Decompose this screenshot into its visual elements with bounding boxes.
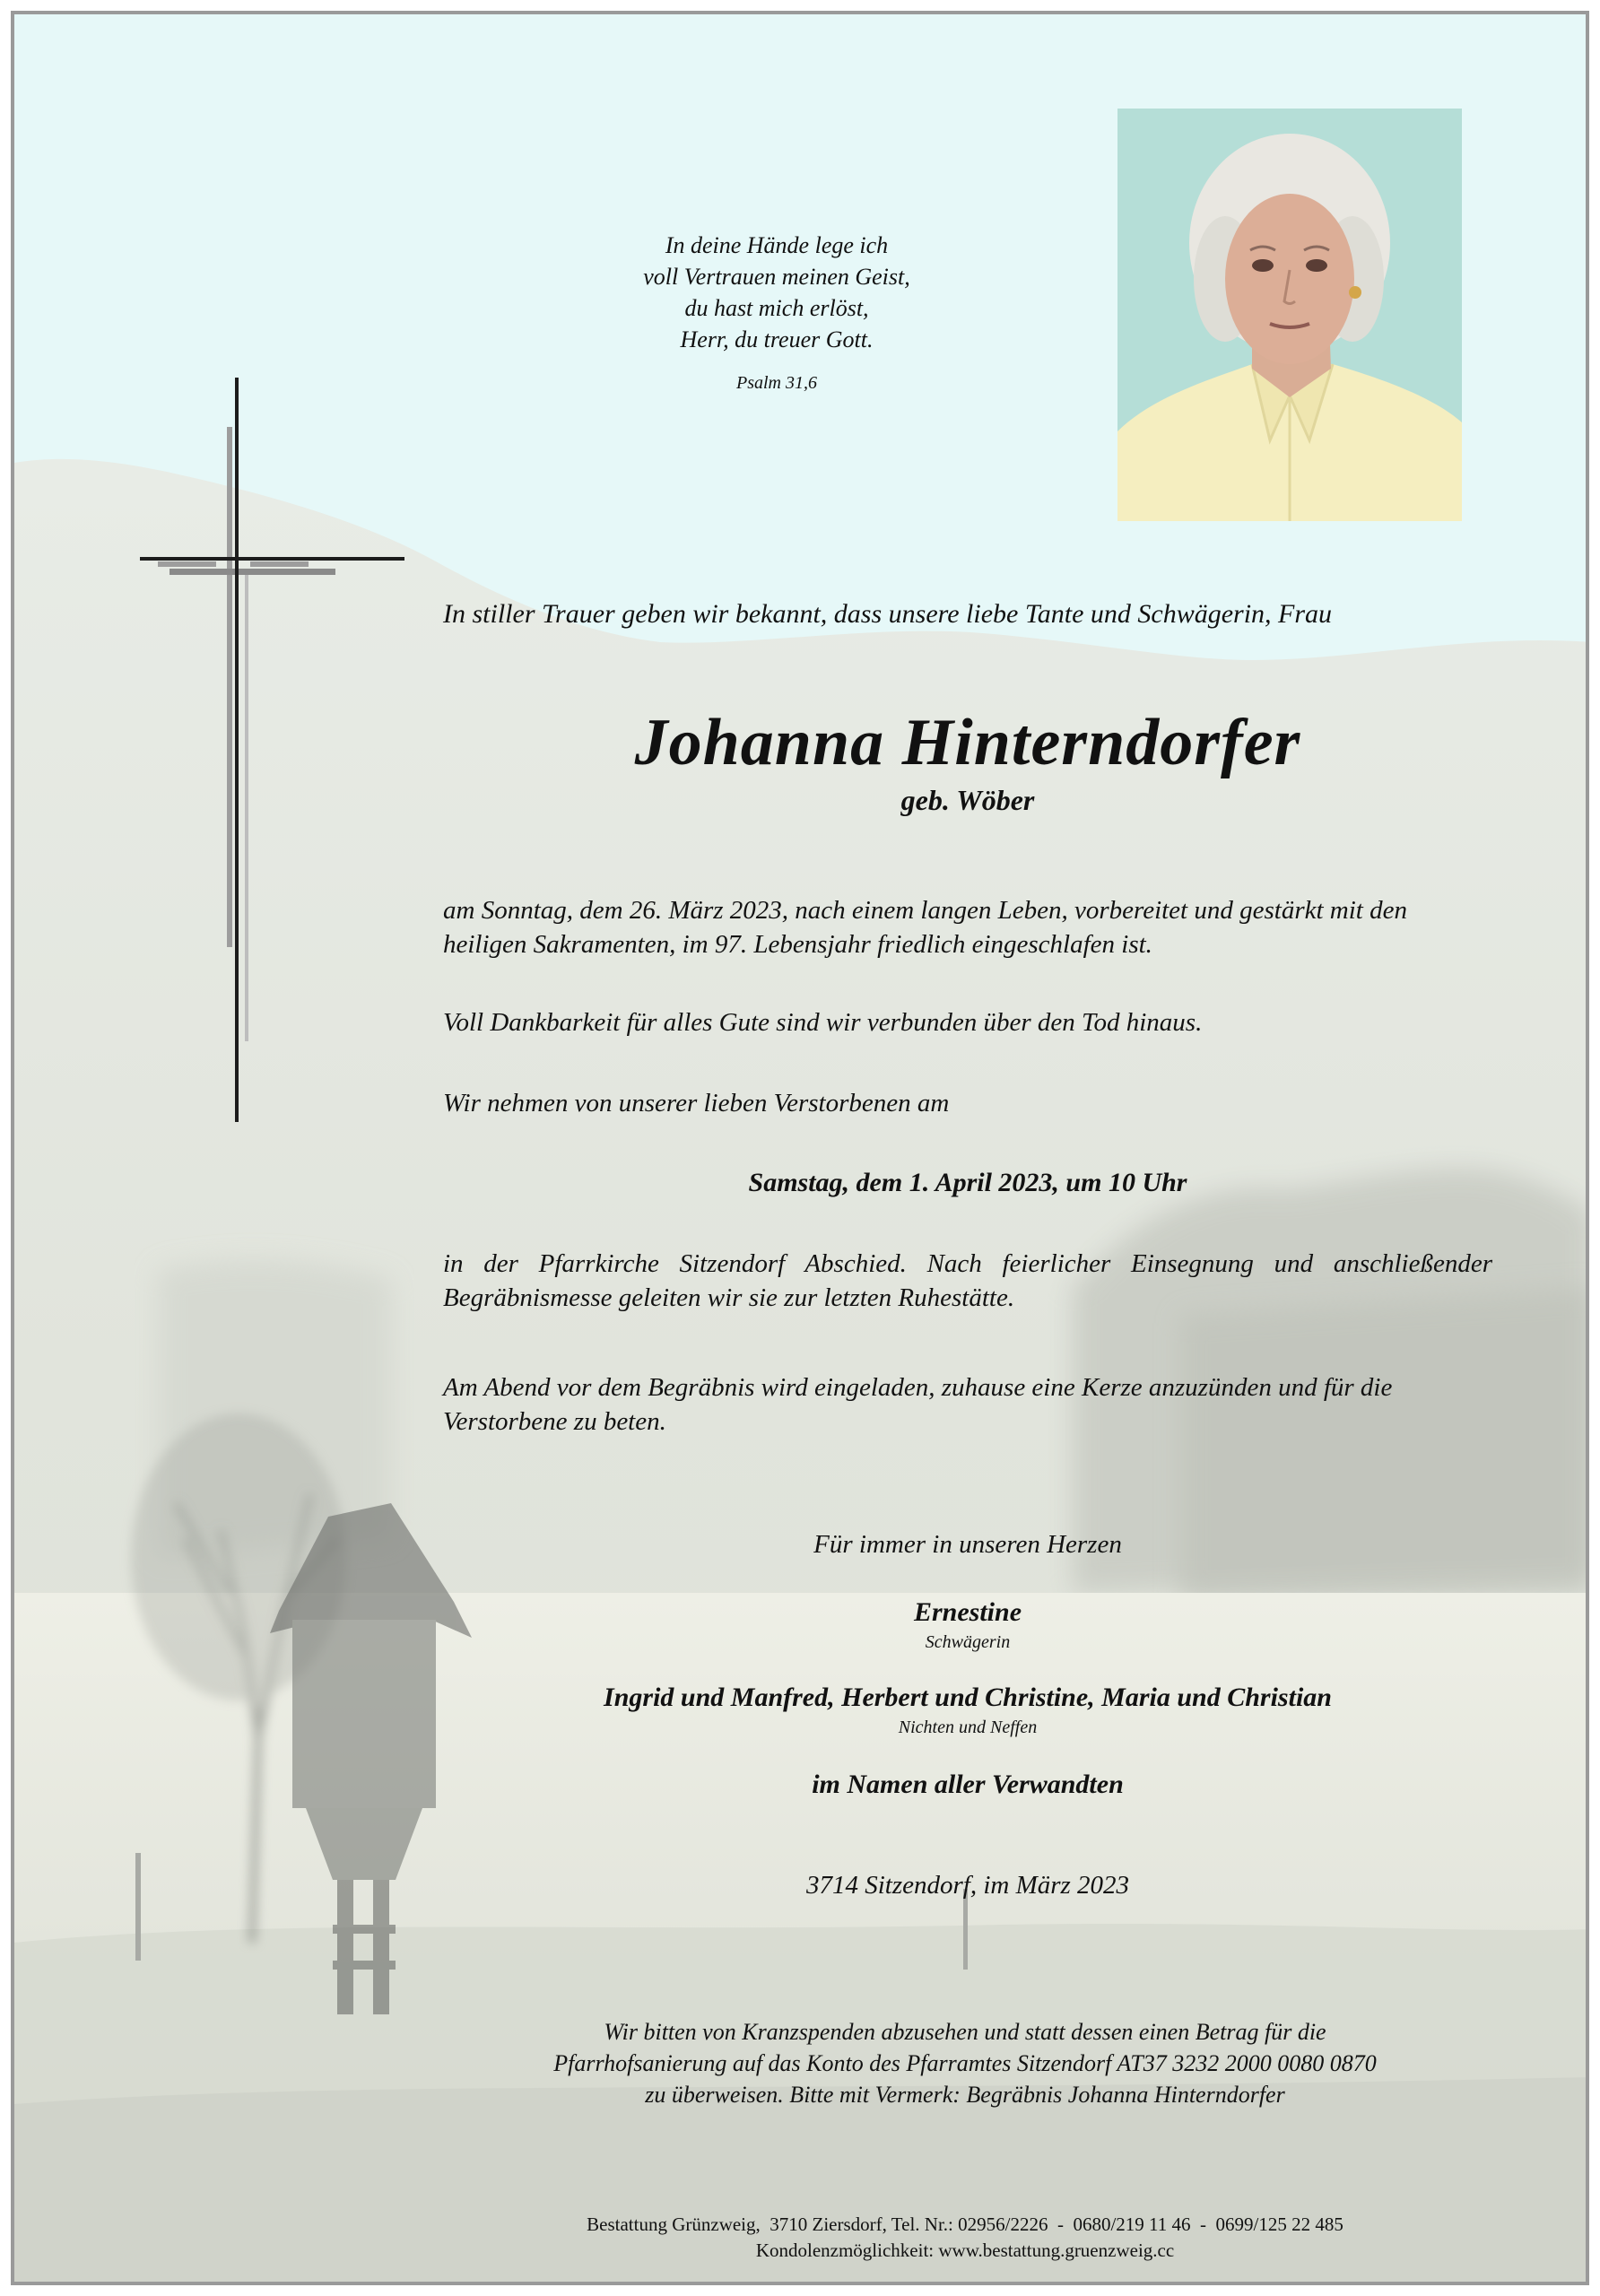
psalm-reference: Psalm 31,6 [736,373,817,393]
funeral-home-contact: Bestattung Grünzweig, 3710 Ziersdorf, Tel. Nr.: 02956/2226 - 0680/219 11 46 - 0699/125 22 485 [587,2213,1343,2235]
donation-line: zu überweisen. Bitte mit Vermerk: Begräbnis Johanna Hinterndorfer [645,2082,1285,2108]
donation-note [409,2016,1521,2110]
place-and-date: 3714 Sitzendorf, im März 2023 [805,1871,1130,1900]
donation-line: Pfarrhofsanierung auf das Konto des Pfarramtes Sitzendorf AT37 3232 2000 0080 0870 [553,2050,1377,2076]
candle-paragraph: Am Abend vor dem Begräbnis wird eingeladen, zuhause eine Kerze anzuzünden und für die Verstorbene zu beten. [443,1373,1393,1436]
deceased-name: Johanna Hinterndorfer [634,706,1301,779]
cross-icon [91,373,404,1135]
psalm-quote [570,230,983,399]
farewell-intro: Wir nehmen von unserer lieben Verstorbenen am [443,1089,950,1118]
maiden-name: geb. Wöber [900,784,1035,816]
psalm-line: In deine Hände lege ich [665,232,889,258]
condolence-website: Kondolenzmöglichkeit: www.bestattung.gruenzweig.cc [755,2239,1175,2261]
announcement-intro: In stiller Trauer geben wir bekannt, dass unsere liebe Tante und Schwägerin, Frau [443,599,1333,629]
death-paragraph: am Sonntag, dem 26. März 2023, nach einem langen Leben, vorbereitet und gestärkt mit den heiligen Sakramenten, im 97. Lebensjahr friedlich eingeschlafen ist. [443,896,1407,959]
mourner-names: Ernestine [913,1597,1022,1627]
mourner-relation: Schwägerin [925,1632,1011,1652]
psalm-line: Herr, du treuer Gott. [680,326,874,352]
psalm-line: du hast mich erlöst, [684,295,869,321]
mourners-closing: im Namen aller Verwandten [812,1770,1124,1799]
obituary-frame [11,11,1589,2285]
mourner-names: Ingrid und Manfred, Herbert und Christine, Maria und Christian [604,1683,1332,1712]
funeral-home-footer [409,2212,1521,2264]
mourner-relation: Nichten und Neffen [898,1718,1038,1737]
gratitude-paragraph: Voll Dankbarkeit für alles Gute sind wir verbunden über den Tod hinaus. [443,1008,1203,1037]
donation-line: Wir bitten von Kranzspenden abzusehen und statt dessen einen Betrag für die [604,2019,1326,2045]
portrait-photo [1117,109,1462,521]
motto: Für immer in unseren Herzen [813,1530,1122,1559]
church-paragraph: in der Pfarrkirche Sitzendorf Abschied. Nach feierlicher Einsegnung und anschließender Begräbnismesse geleiten wir sie zur letzten Ruhestätte. [443,1249,1492,1312]
psalm-line: voll Vertrauen meinen Geist, [643,264,910,290]
funeral-date: Samstag, dem 1. April 2023, um 10 Uhr [748,1168,1187,1197]
